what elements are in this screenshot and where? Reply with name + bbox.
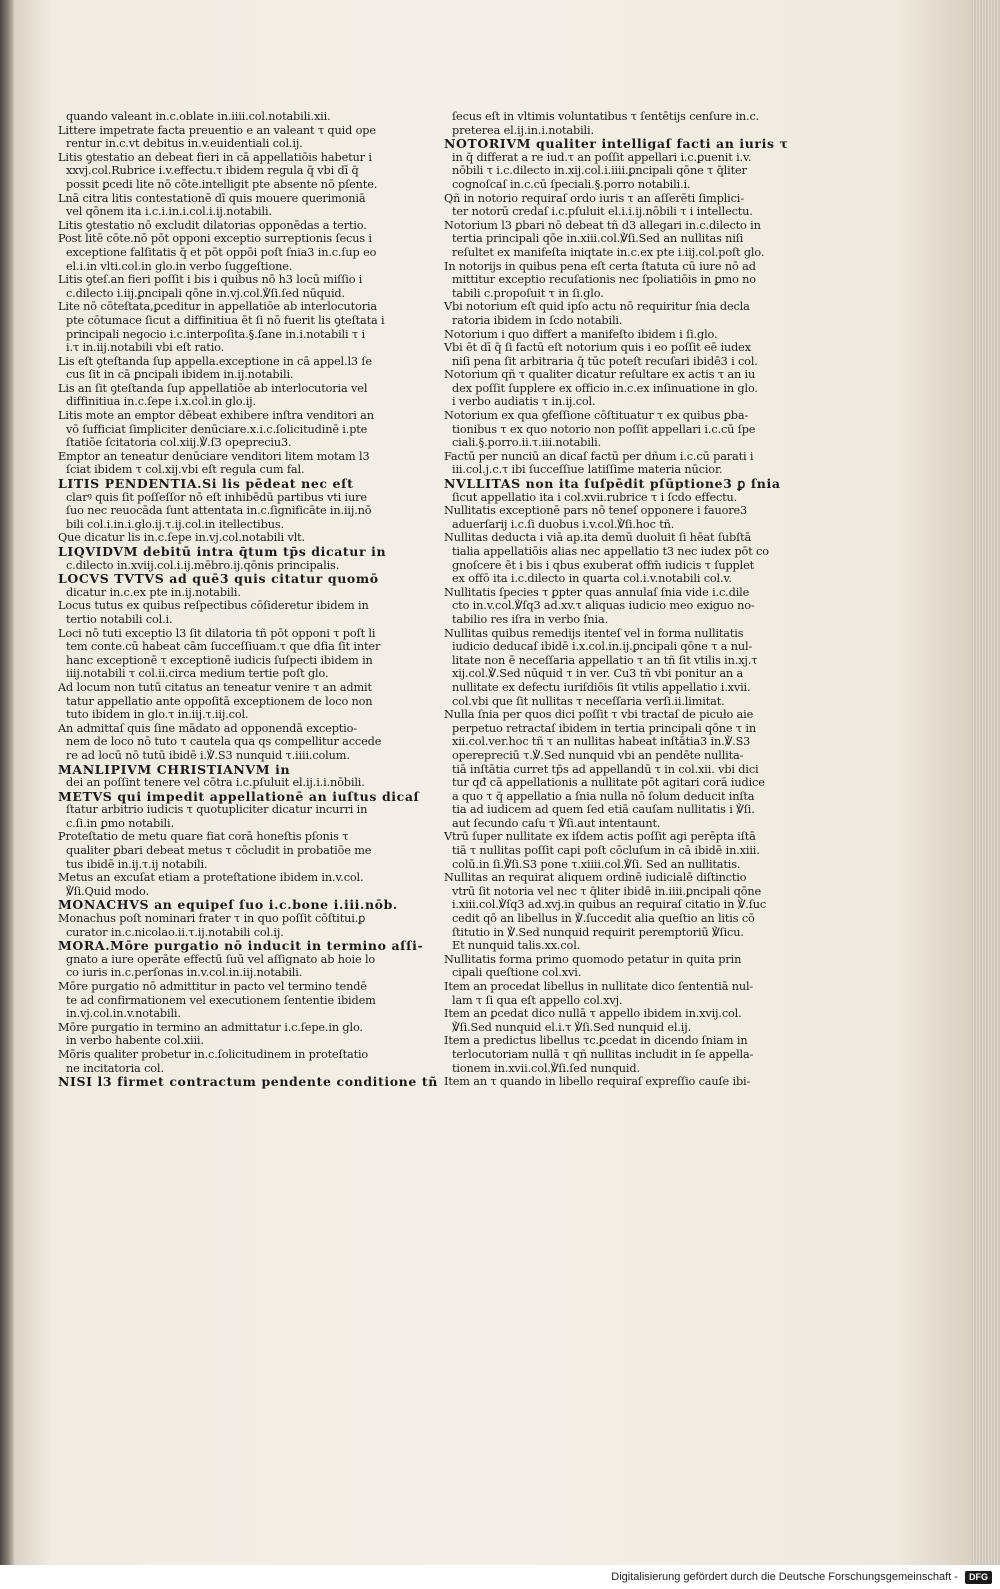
text-line: preterea el.ij.in.i.notabili. xyxy=(452,123,594,137)
text-line: exceptione falſitatis q̄ et pōt oppōi poſt ſnia3 in.c.ſup eo xyxy=(66,245,377,259)
text-line: bili col.i.in.i.glo.ij.τ.ij.col.in itellectibus. xyxy=(66,517,284,531)
text-line: nullitate ex defectu iuriſdiōis ſit vtilis appellatio i.xvii. xyxy=(452,680,751,694)
text-line: ter notorū credaſ i.c.pſuluit el.i.i.ij.nōbili τ i intellectu. xyxy=(452,205,753,219)
text-line: principali negocio i.c.interpoſita.§.ſane in.i.notabili τ i xyxy=(66,327,365,341)
text-line: Notorium ex qua ꝯfeſſione cōſtituatur τ ex quibus ꝑba- xyxy=(444,409,749,423)
text-line: tionem in.xvii.col.℣ſi.ſed nunquid. xyxy=(452,1061,640,1075)
text-line: lam τ ſi qua eſt appello col.xvj. xyxy=(452,993,623,1007)
text-line: cognoſcaſ in.c.cū ſpeciali.§.porro notabili.i. xyxy=(452,177,691,191)
text-line: perpetuo retractaſ ibidem in tertia principali qōne τ in xyxy=(452,721,756,735)
text-line: in.vj.col.in.v.notabili. xyxy=(66,1007,181,1021)
text-line: Nullitatis exceptionē pars nō teneſ opponere i fauore3 xyxy=(444,504,748,518)
text-line: Item an τ quando in libello requiraſ expreſſio cauſe ibi- xyxy=(444,1075,751,1089)
text-line: dicatur in.c.ex pte in.ij.notabili. xyxy=(66,585,241,599)
text-line: xii.col.ver.hoc tñ τ an nullitas habeat inſtātia3 in.℣.S3 xyxy=(452,735,751,749)
text-line: tialia appellatiōis alias nec appellatio t3 nec iudex pōt co xyxy=(452,545,769,558)
text-line: Item an procedat libellus in nullitate dico ſententiā nul- xyxy=(444,980,754,993)
text-line: ℣ſi.Quid modo. xyxy=(66,884,149,898)
left-text-column xyxy=(58,110,438,1090)
entry-heading-line: NISI l3 firmet contractum pendente conditione tñ xyxy=(58,1074,438,1090)
text-line: Litis ꝯteſ.an fieri poſſit i bis i quibus nō h3 locū miſſio i xyxy=(58,273,363,287)
book-page xyxy=(14,0,972,1565)
text-line: ſciat ibidem τ col.xij.vbi eſt regula cum fal. xyxy=(66,463,305,477)
text-line: Qñ in notorio requiraſ ordo iuris τ an aſſerēti ſimplici- xyxy=(444,191,744,205)
text-line: tem conte.cū habeat cām ſucceſſiuam.τ que dfia ſit inter xyxy=(66,640,381,654)
text-line: Post litē cōte.nō pōt opponi exceptio surreptionis ſecus i xyxy=(58,232,372,246)
text-line: niſi pena ſit arbitraria q̄ tūc poteſt recuſari ibidē3 i col. xyxy=(452,354,758,368)
text-line: ſuo nec reuocāda ſunt attentata in.c.ſignificāte in.iij.nō xyxy=(66,504,372,518)
text-line: ſtatiōe ſcitatoria col.xiij.℣.ſ3 opepreciu3. xyxy=(66,436,292,450)
text-line: Emptor an teneatur denūciare venditori litem motam l3 xyxy=(58,449,370,463)
text-line: tatur appellatio ante oppoſitā exceptionem de loco non xyxy=(66,694,373,708)
entry-heading-line: METVS qui impedit appellationē an iuſtus dicaſ xyxy=(58,788,420,804)
text-line: iudicio deducaſ ibidē i.x.col.in.ij.ꝑncipali qōne τ a nul- xyxy=(452,640,753,654)
text-line: clarꝰ quis ſit poſſeſſor nō eſt inhibēdū partibus vti iure xyxy=(66,490,367,504)
right-text-column xyxy=(444,110,789,1089)
text-line: Vbi ēt dī q̄ ſi factū eſt notorium quis i eo poſſit eē iudex xyxy=(444,341,751,355)
text-line: mittitur exceptio recuſationis nec ſpoliatiōis in ꝑmo no xyxy=(452,273,756,287)
text-line: te ad confirmationem vel executionem ſententie ibidem xyxy=(66,993,376,1007)
text-line: Que dicatur lis in.c.ſepe in.vj.col.notabili vlt. xyxy=(58,531,305,545)
entry-heading-line: MONACHVS an equipeſ ſuo i.c.bone i.iii.nōb. xyxy=(58,897,398,913)
text-line: xij.col.℣.Sed nūquid τ in ver. Cu3 tñ vbi ponitur an a xyxy=(452,667,744,681)
text-line: pte cōtumace ſicut a diffinitiua ēt ſi nō fuerit lis ꝯteſtata i xyxy=(66,313,385,327)
text-line: i.xiii.col.℣ſq3 ad.xvj.in quibus an requiraſ citatio in ℣.ſuc xyxy=(452,898,767,912)
text-line: tiā τ nullitas poſſit capi poſt cōcluſum in cā ibidē in.xiii. xyxy=(452,844,760,858)
text-line: Nullitas deducta i viā ap.ita demū duoluit ſi hēat ſubſtā xyxy=(444,531,752,545)
text-line: el.i.in vlti.col.in glo.in verbo ſuggeſtione. xyxy=(66,259,293,273)
text-line: qualiter ꝑbari debeat metus τ cōcludit in probatiōe me xyxy=(66,844,372,858)
text-line: dei an poſſint tenere vel cōtra i.c.pſuluit el.ij.i.i.nōbili. xyxy=(66,776,365,790)
text-line: tiā inſtātia curret tp̄s ad appellandū τ in col.xii. vbi dici xyxy=(452,762,759,776)
left-binding-edge xyxy=(0,0,14,1565)
text-line: possit ꝑcedi lite nō cōte.intelligit pte absente nō pſente. xyxy=(66,177,378,191)
text-line: vel qōnem ita i.c.i.in.i.col.i.ij.notabili. xyxy=(66,205,272,219)
entry-heading-line: NVLLITAS non ita ſuſpēdit pſūptione3 ꝑ ſnia xyxy=(444,476,781,492)
text-line: col.vbi que ſit nullitas τ neceſſaria verſi.ii.limitat. xyxy=(452,694,725,708)
text-line: terlocutoriam nullā τ qñ nullitas includit in ſe appella- xyxy=(452,1047,754,1061)
text-line: cedit qō an libellus in ℣.ſuccedit alia queſtio an litis cō xyxy=(452,912,755,926)
dfg-logo: DFG xyxy=(965,1571,992,1584)
text-line: Lis eſt ꝯteſtanda ſup appella.exceptione in cā appel.l3 ſe xyxy=(58,354,372,368)
text-line: ſecus eſt in vltimis voluntatibus τ ſentētijs cenſure in.c. xyxy=(452,110,760,123)
text-line: Loci nō tuti exceptio l3 ſit dilatoria tñ pōt opponi τ poſt li xyxy=(58,626,376,640)
text-line: Factū per nunciū an dicaſ factū per dñum i.c.cū parati i xyxy=(444,449,754,463)
text-line: ciali.§.porro.ii.τ.iii.notabili. xyxy=(452,436,602,450)
text-line: nem de loco nō tuto τ cautela qua qs compellitur accede xyxy=(66,735,382,749)
right-page-edges xyxy=(972,0,1000,1565)
text-line: Metus an excuſat etiam a proteſtatione ibidem in.v.col. xyxy=(58,871,364,885)
text-line: In notorijs in quibus pena eſt certa ſtatuta cū iure nō ad xyxy=(444,259,756,273)
text-line: Locus tutus ex quibus reſpectibus cōſideretur ibidem in xyxy=(58,599,369,613)
text-line: gnato a iure operāte effectū ſuū vel aſſignato ab hoie lo xyxy=(66,952,376,966)
text-line: c.dilecto i.iij.ꝑncipali qōne in.vj.col.℣ſi.ſed nūquid. xyxy=(66,286,345,300)
text-line: in q̄ differat a re iud.τ an poſſit appellari i.c.ꝑuenit i.v. xyxy=(452,150,752,164)
text-line: dex poſſit ſupplere ex officio in.c.ex inſinuatione in glo. xyxy=(452,381,758,395)
text-line: An admittaſ quis ſine mādato ad opponendā exceptio- xyxy=(58,721,357,735)
text-line: Nulla ſnia per quos dici poſſit τ vbi tractaſ de picuło aie xyxy=(444,708,754,722)
text-line: ex offō ita i.c.dilecto in quarta col.i.v.notabili col.v. xyxy=(452,572,732,586)
text-line: tia ad iudicem ad quem ſed etiā cauſam nullitatis i ℣ſi. xyxy=(452,803,755,817)
text-line: tertio notabili col.i. xyxy=(66,612,173,626)
entry-heading-line: MORA.Mōre purgatio nō inducit in termino aſſi- xyxy=(58,938,424,954)
text-line: Nullitatis forma primo quomodo petatur in quita prin xyxy=(444,952,742,966)
text-line: Ad locum non tutū citatus an teneatur venire τ an admit xyxy=(58,680,372,694)
text-line: reſultet ex manifeſta iniqtate in.c.ex pte i.iij.col.poſt glo. xyxy=(452,245,765,259)
text-line: cus ſit in cā ꝑncipali ibidem in.ij.notabili. xyxy=(66,368,294,382)
text-line: Nullitas quibus remedijs itenteſ vel in forma nullitatis xyxy=(444,626,744,640)
text-line: iii.col.j.c.τ ibi ſucceſſiue latiſſime materia nūcior. xyxy=(452,463,723,477)
text-line: c.dilecto in.xviij.col.i.ij.mēbro.ij.qōnis principalis. xyxy=(66,558,340,572)
text-line: operepreciū τ.℣.Sed nunquid vbi an pendēte nullita- xyxy=(452,748,744,762)
text-line: vtrū ſit notoria vel nec τ q̄liter ibidē in.iiii.ꝑncipali qōne xyxy=(452,884,762,898)
text-line: tus ibidē in.ij.τ.ij notabili. xyxy=(66,857,208,871)
text-line: Lite nō cōteſtata,ꝑceditur in appellatiōe ab interlocutoria xyxy=(58,300,377,314)
footer-credit-bar xyxy=(0,1565,1000,1589)
text-line: tur qđ cā appellationis a nullitate pōt agitari corā iudice xyxy=(452,776,765,790)
text-line: tertia principali qōe in.xiii.col.℣ſi.Sed an nullitas niſi xyxy=(452,232,744,246)
text-line: curator in.c.nicolao.ii.τ.ij.notabili col.ij. xyxy=(66,925,284,939)
text-line: co iuris in.c.perſonas in.v.col.in.iij.notabili. xyxy=(66,966,303,980)
text-line: gnoſcere ēt i bis i qbus exuberat offm̄ iudicis τ ſupplet xyxy=(452,558,755,572)
text-line: Litis ꝯtestatio nō excludit dilatorias opponēdas a tertio. xyxy=(58,218,367,232)
text-line: ratoria ibidem in ſcdo notabili. xyxy=(452,313,623,327)
entry-heading-line: LOCVS TVTVS ad quē3 quis citatur quomō xyxy=(58,571,379,587)
text-line: Notorium l3 ꝑbari nō debeat tñ d3 allegari in.c.dilecto in xyxy=(444,218,761,232)
text-line: i verbo audiatis τ in.ij.col. xyxy=(452,395,596,409)
text-line: cipali queſtione col.xvi. xyxy=(452,966,582,980)
text-line: Litis mote an emptor dēbeat exhibere inſtra venditori an xyxy=(58,409,374,423)
text-line: Nullitatis ſpecies τ ꝑpter quas annulaſ ſnia vide i.c.dile xyxy=(444,585,750,599)
text-line: Proteſtatio de metu quare fiat corā honeſtis pſonis τ xyxy=(58,830,349,844)
text-line: re ad locū nō tutū ibidē i.℣.S3 nunquid τ.iiii.colum. xyxy=(66,748,350,762)
text-line: ℣ſi.Sed nunquid el.i.τ ℣ſi.Sed nunquid el.ij. xyxy=(452,1020,692,1034)
text-line: tuto ibidem in glo.τ in.iij.τ.iij.col. xyxy=(66,708,249,722)
text-line: Nullitas an requirat aliquem ordinē iudicialē diſtinctio xyxy=(444,871,747,885)
text-line: Vbi notorium eſt quid ipſo actu nō requiritur ſnia decla xyxy=(444,300,750,314)
entry-heading-line: LIQVIDVM debitū intra q̄tum tp̄s dicatur in xyxy=(58,544,387,559)
text-line: ſtatur arbitrio iudicis τ quotupliciter dicatur incurri in xyxy=(66,803,368,817)
text-line: xxvj.col.Rubrice i.v.effectu.τ ibidem regula q̄ vbi dī q̄ xyxy=(66,164,359,178)
text-line: ſicut appellatio ita i col.xvii.rubrice τ i ſcdo effectu. xyxy=(452,490,738,504)
text-line: Littere impetrate facta preuentio e an valeant τ quid ope xyxy=(58,123,376,137)
text-line: Notorium qñ τ qualiter dicatur reſultare ex actis τ an iu xyxy=(444,368,756,382)
text-line: aduerſarij i.c.ſi duobus i.v.col.℣ſi.hoc tñ. xyxy=(452,517,675,531)
text-line: ne incitatoria col. xyxy=(66,1061,164,1075)
text-line: diffinitiua in.c.ſepe i.x.col.in glo.ij. xyxy=(66,395,256,409)
text-line: Mōre purgatio in termino an admittatur i.c.ſepe.in glo. xyxy=(58,1020,363,1034)
text-line: Et nunquid talis.xx.col. xyxy=(452,939,581,953)
text-line: iiij.notabili τ col.ii.circa medium tertie poſt glo. xyxy=(66,667,329,681)
text-line: Mōre purgatio nō admittitur in pacto vel termino tendē xyxy=(58,980,367,993)
text-line: litate non ē neceſſaria appellatio τ an tñ ſit vtilis in.xj.τ xyxy=(452,653,758,667)
text-line: colū.in ſi.℣ſi.S3 pone τ.xiiii.col.℣ſi. Sed an nullitatis. xyxy=(452,857,741,871)
footer-credit-text: Digitalisierung gefördert durch die Deutsche Forschungsgemeinschaft - xyxy=(611,1571,958,1584)
text-line: tabilio res iſra in verbo ſnia. xyxy=(452,612,609,626)
text-line: Item an ꝑcedat dico nullā τ appello ibidem in.xvij.col. xyxy=(444,1007,742,1021)
text-line: quando valeant in.c.oblate in.iiii.col.notabili.xii. xyxy=(66,110,331,123)
text-line: Notorium i quo differt a manifeſto ibidem i ſi.glo. xyxy=(444,327,718,341)
entry-heading-line: NOTORIVM qualiter intelligaſ facti an iuris τ xyxy=(444,136,789,152)
text-line: c.ſi.in ꝑmo notabili. xyxy=(66,816,174,830)
text-line: Vtrū ſuper nullitate ex iſdem actis poſſit agi perēpta iſtā xyxy=(444,830,756,844)
text-line: hanc exceptionē τ exceptionē iudicis ſuſpecti ibidem in xyxy=(66,653,373,667)
text-line: tionibus τ ex quo notorio non poſſit appellari i.c.cū ſpe xyxy=(452,422,756,436)
text-line: aut ſecundo caſu τ ℣ſi.aut intentaunt. xyxy=(452,816,661,830)
text-line: rentur in.c.vt debitus in.v.euidentiali col.ij. xyxy=(66,137,303,151)
text-line: vō ſufficiat ſimpliciter denūciare.x.i.c.ſolicitudinē i.pte xyxy=(66,422,368,436)
text-line: Mōris qualiter probetur in.c.ſolicitudinem in proteſtatio xyxy=(58,1047,369,1061)
text-line: in verbo habente col.xiii. xyxy=(66,1034,204,1048)
text-line: Monachus poſt nominari frater τ in quo poſſit cōſtitui.ꝑ xyxy=(58,912,366,926)
text-line: nōbili τ i.c.dilecto in.xij.col.i.iiii.ꝑncipali qōne τ q̄liter xyxy=(452,164,747,178)
text-line: Item a predictus libellus τc.ꝑcedat in dicendo ſniam in xyxy=(444,1034,748,1048)
text-line: Litis ꝯtestatio an debeat fieri in cā appellatiōis habetur i xyxy=(58,150,372,164)
text-line: a quo τ q̄ appellatio a ſnia nulla nō ſolum deducit inſta xyxy=(452,789,755,803)
text-line: ſtitutio in ℣.Sed nunquid requirit peremptoriū ℣ſicu. xyxy=(452,925,744,939)
text-line: Lis an ſit ꝯteſtanda ſup appellatiōe ab interlocutoria vel xyxy=(58,381,368,395)
text-line: cto in.v.col.℣ſq3 ad.xv.τ aliquas iudicio meo exiguo no- xyxy=(452,599,755,613)
text-line: Lnā citra litis contestationē dī quis mouere querimoniā xyxy=(58,191,366,205)
text-line: tabili c.propoſuit τ in ſi.glo. xyxy=(452,286,604,300)
entry-heading-line: LITIS PENDENTIA.Si lis pēdeat nec eſt xyxy=(58,476,354,492)
entry-heading-line: MANLIPIVM CHRISTIANVM in xyxy=(58,761,291,777)
text-line: i.τ in.iij.notabili vbi eſt ratio. xyxy=(66,341,225,355)
